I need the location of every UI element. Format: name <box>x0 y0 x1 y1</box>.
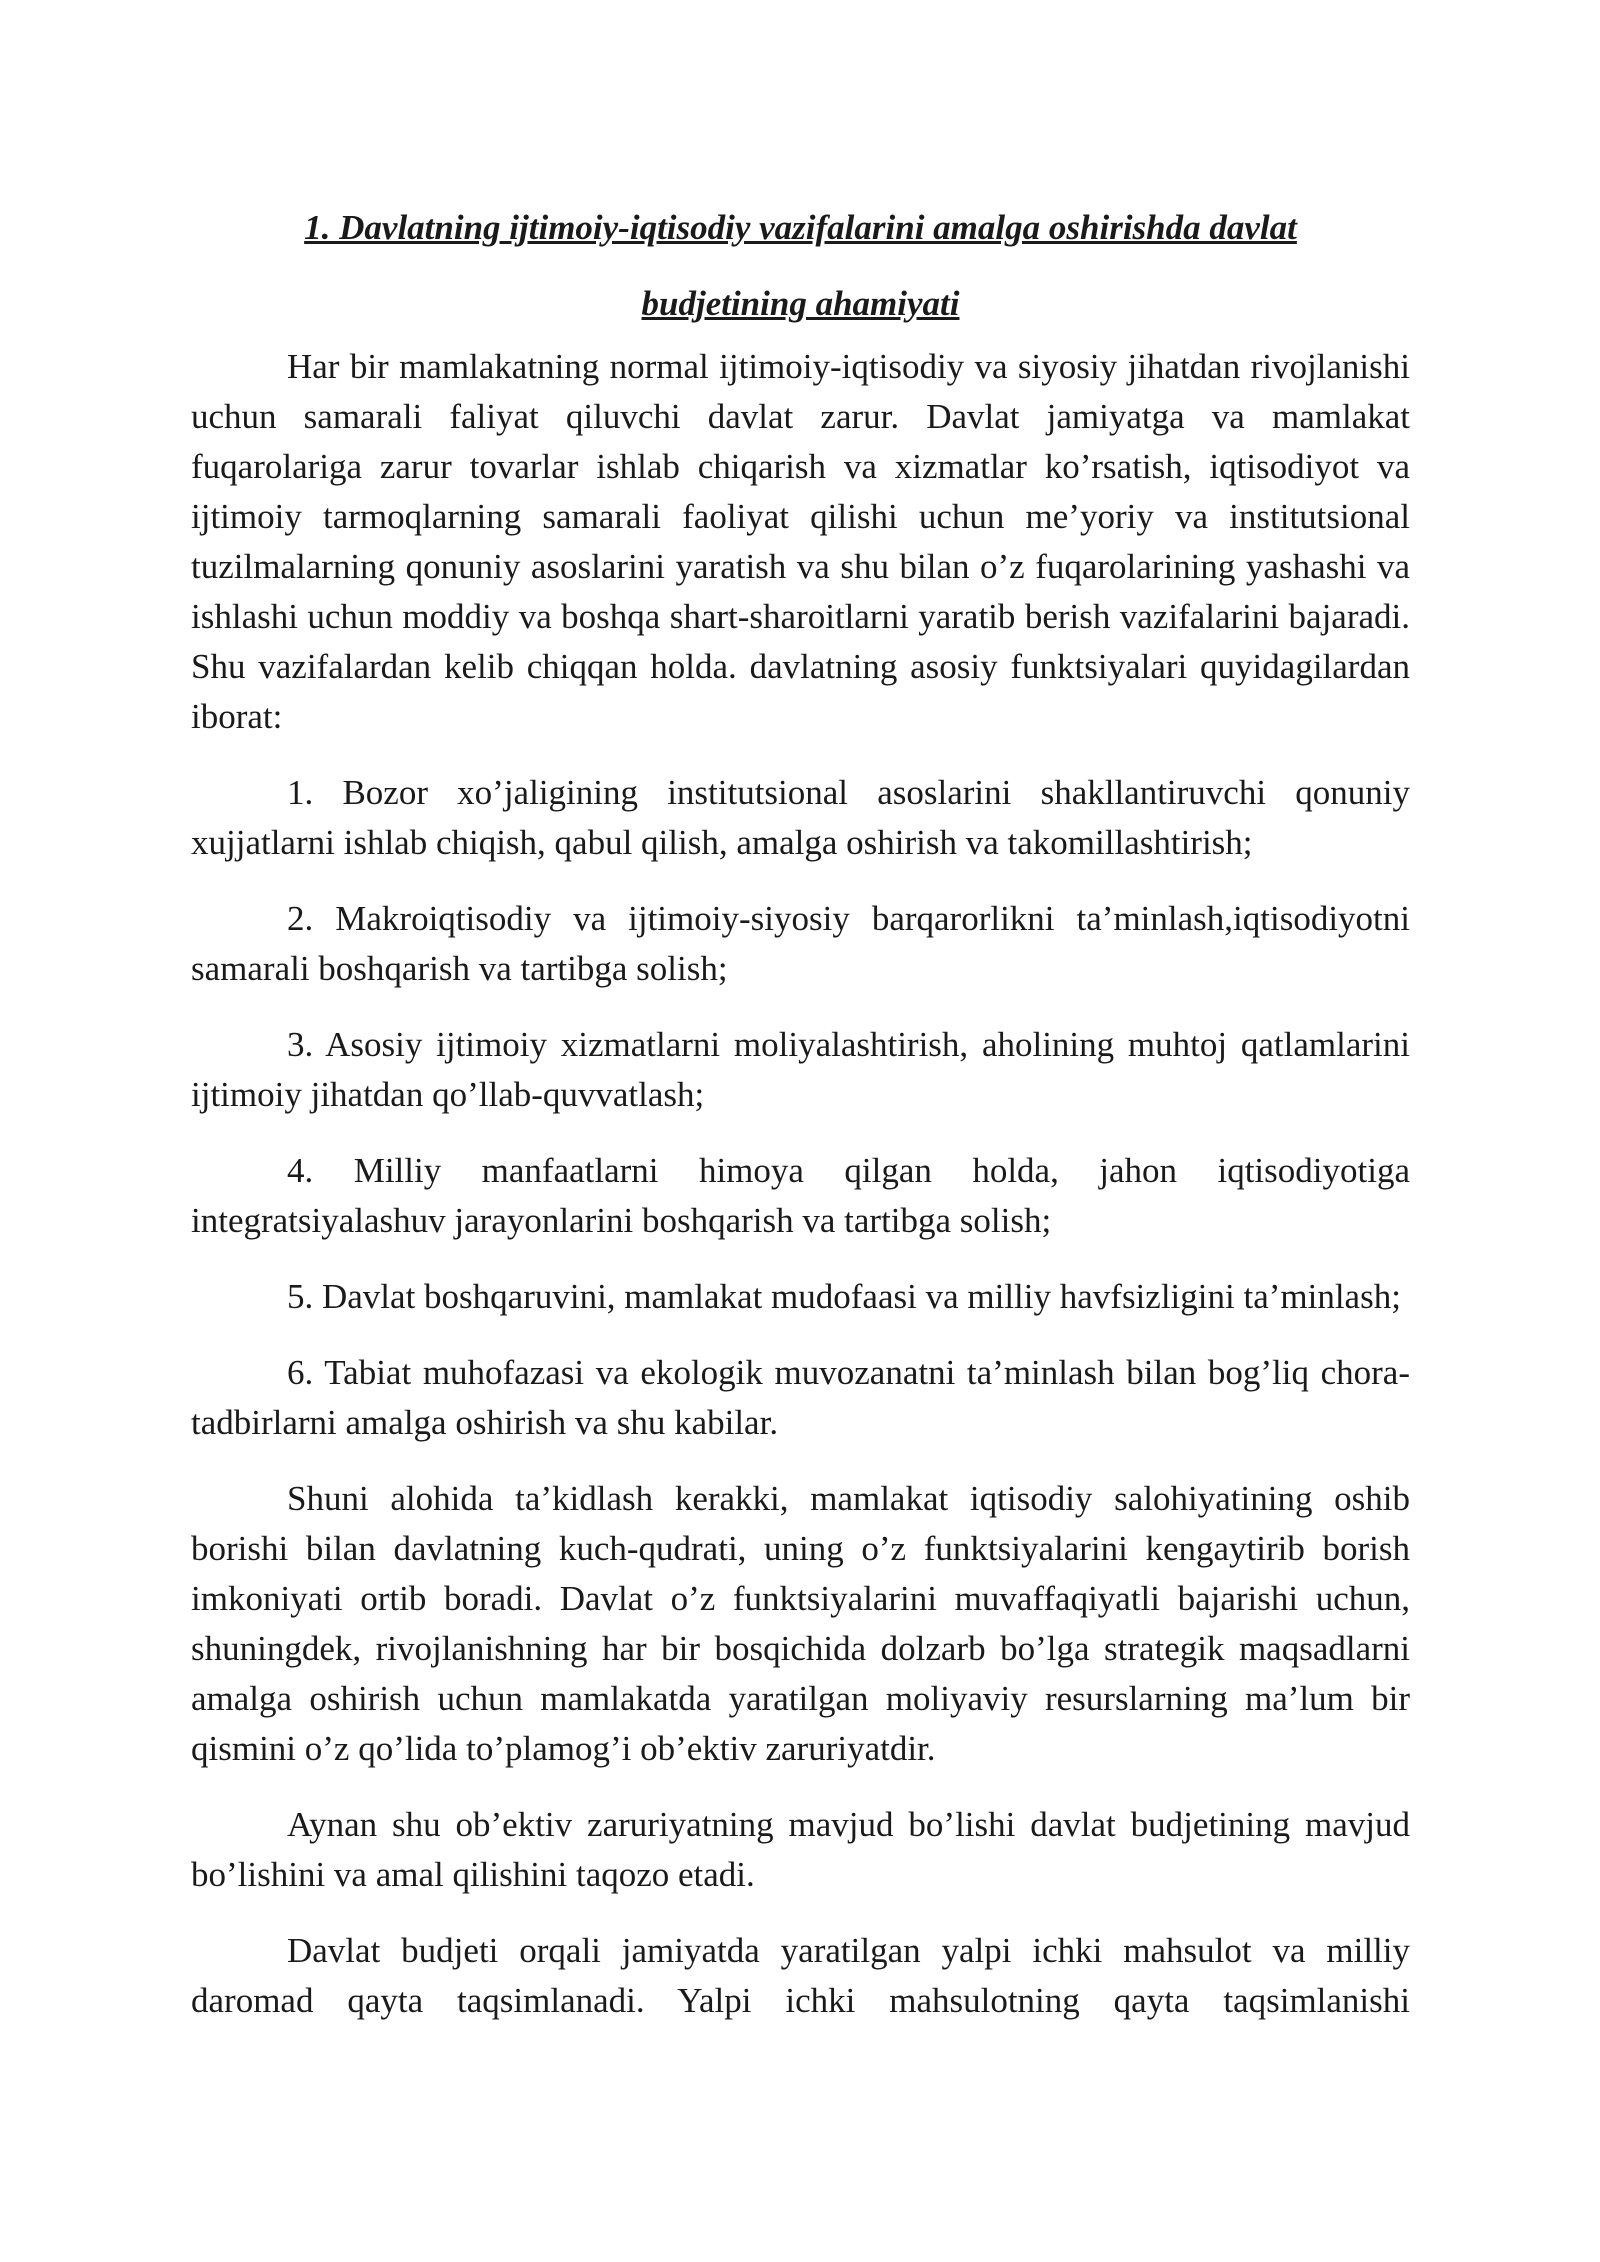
list-item-1: 1. Bozor xo’jaligining institutsional asoslarini shakllantiruvchi qonuniy xujjatlarni ishlab chiqish, qabul qilish, amalga oshirish va takomillashtirish; <box>191 773 1410 862</box>
title-line-1: 1. Davlatning ijtimoiy-iqtisodiy vazifalarini amalga oshirishda davlat <box>304 208 1297 247</box>
list-item-5: 5. Davlat boshqaruvini, mamlakat mudofaasi va milliy havfsizligini ta’minlash; <box>287 1277 1401 1316</box>
list-item-2: 2. Makroiqtisodiy va ijtimoiy-siyosiy barqarorlikni ta’minlash,iqtisodiyotni samarali boshqarish va tartibga solish; <box>191 899 1410 988</box>
body-paragraph-redistribution: Davlat budjeti orqali jamiyatda yaratilgan yalpi ichki mahsulot va milliy daromad qayta taqsimlanadi. Yalpi ichki mahsulotning qayta taqsimlanishi <box>191 1931 1410 2020</box>
body-paragraph-emphasis: Shuni alohida ta’kidlash kerakki, mamlakat iqtisodiy salohiyatining oshib borishi bilan davlatning kuch-qudrati, uning o’z funktsiyalarini kengaytirib borish imkoniyati ortib boradi. Davlat o’z funktsiyalarini muvaffaqiyatli bajarishi uchun, shuningdek, rivojlanishning har bir bosqichida dolzarb bo’lga strategik maqsadlarni amalga oshirish uchun mamlakatda yaratilgan moliyaviy resurslarning ma’lum bir qismini o’z qo’lida to’plamog’i ob’ektiv zaruriyatdir. <box>191 1479 1410 1768</box>
list-item-3: 3. Asosiy ijtimoiy xizmatlarni moliyalashtirish, aholining muhtoj qatlamlarini ijtimoiy jihatdan qo’llab-quvvatlash; <box>191 1025 1410 1114</box>
intro-paragraph: Har bir mamlakatning normal ijtimoiy-iqtisodiy va siyosiy jihatdan rivojlanishi uchun samarali faliyat qiluvchi davlat zarur. Davlat jamiyatga va mamlakat fuqarolariga zarur tovarlar ishlab chiqarish va xizmatlar ko’rsatish, iqtisodiyot va ijtimoiy tarmoqlarning samarali faoliyat qilishi uchun me’yoriy va institutsional tuzilmalarning qonuniy asoslarini yaratish va shu bilan o’z fuqarolarining yashashi va ishlashi uchun moddiy va boshqa shart-sharoitlarni yaratib berish vazifalarini bajaradi. Shu vazifalardan kelib chiqqan holda. davlatning asosiy funktsiyalari quyidagilardan iborat: <box>191 347 1410 736</box>
list-item-4: 4. Milliy manfaatlarni himoya qilgan holda, jahon iqtisodiyotiga integratsiyalashuv jarayonlarini boshqarish va tartibga solish; <box>191 1151 1410 1240</box>
document-title <box>191 190 1410 342</box>
body-paragraph-necessity: Aynan shu ob’ektiv zaruriyatning mavjud bo’lishi davlat budjetining mavjud bo’lishini va amal qilishini taqozo etadi. <box>191 1805 1410 1894</box>
title-line-2: budjetining ahamiyati <box>641 284 960 323</box>
document-page <box>191 190 1410 2052</box>
list-item-6: 6. Tabiat muhofazasi va ekologik muvozanatni ta’minlash bilan bog’liq chora-tadbirlarni amalga oshirish va shu kabilar. <box>191 1353 1410 1442</box>
